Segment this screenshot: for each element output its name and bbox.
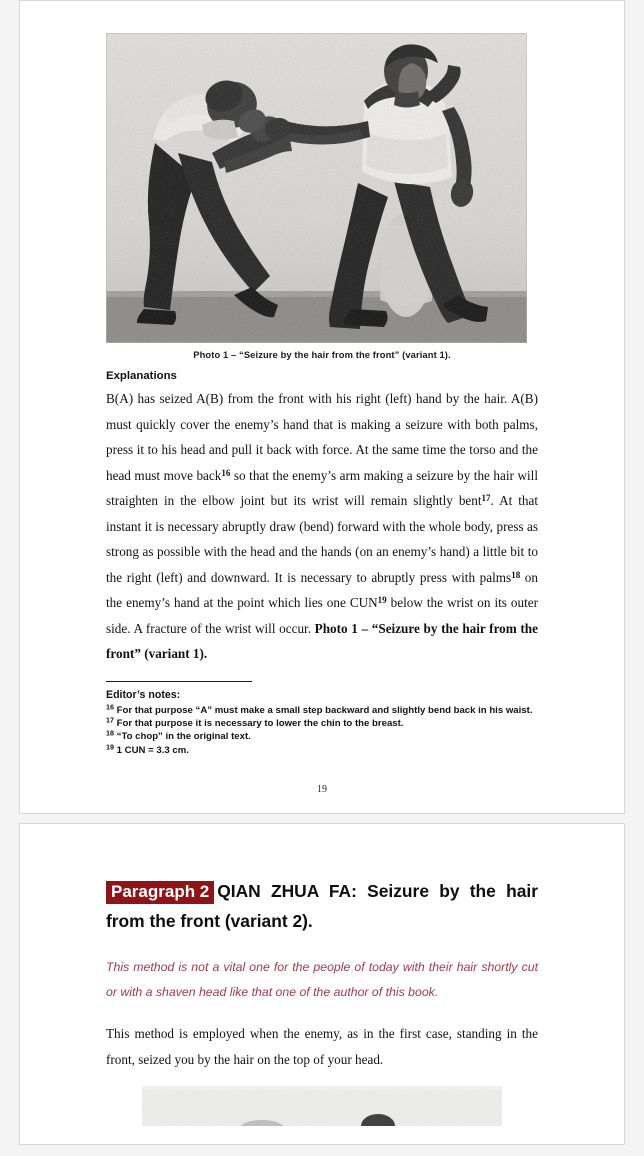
footnote-item [106,744,538,757]
footnote-text: 1 CUN = 3.3 cm. [116,744,189,756]
footnote-marker-19[interactable]: 19 [377,594,387,605]
footnote-marker-16[interactable]: 16 [221,467,231,478]
explanations-heading: Explanations [106,370,177,382]
editor-notes-heading: Editor’s notes: [106,688,181,701]
section-heading-text: QIAN ZHUA FA: Seizure by the hair from the front (variant 2). [106,881,538,931]
footnote-item [106,730,538,743]
body-photo-reference: Photo 1 – “Seizure by the hair from the front” (variant 1). [106,620,538,661]
paragraph-badge: Paragraph 2 [106,881,214,904]
footnote-marker-18[interactable]: 18 [511,569,521,580]
body-segment-2: so that the enemy’s arm making a seizure by the hair will straighten in the elbow joint but its wrist will remain slightly bent [106,467,538,508]
footnote-number: 19 [106,742,114,752]
body-segment-4: on the enemy’s hand at the point which lies one CUN [106,569,538,610]
body-segment-3: . At that instant it is necessary abruptly draw (bend) forward with the whole body, press as strong as possible with the head and the hands (on an enemy’s hand) a little bit to the right (left) and downward. It is necessary to abruptly press with palms [106,493,538,585]
body-segment-5: below the wrist on its outer side. A fracture of the wrist will occur. [106,595,538,636]
footnote-marker-17[interactable]: 17 [481,492,491,503]
footnote-number: 17 [106,715,114,725]
footnote-text: “To chop” in the original text. [116,731,251,743]
footnote-separator-rule [106,681,252,682]
photo-1-container [106,1,538,343]
body-paragraph [106,386,538,667]
footnote-number: 16 [106,701,114,711]
photo-1-caption: Photo 1 – “Seizure by the hair from the front” (variant 1). [193,349,451,360]
page-number: 19 [317,784,327,795]
section-heading [106,876,538,936]
photo-2 [142,1086,502,1126]
editor-italic-note: This method is not a vital one for the people of today with their hair shortly cut or with a shaven head like that one of the author of this book. [106,960,538,999]
page2-body-paragraph: This method is employed when the enemy, as in the first case, standing in the front, seized you by the hair on the top of your head. [106,1026,538,1067]
footnote-text: For that purpose “A” must make a small step backward and slightly bend back in his waist. [116,704,533,716]
photo-1 [106,33,527,343]
document-page-1 [19,0,625,814]
footnote-text: For that purpose it is necessary to lower the chin to the breast. [116,717,404,729]
footnote-item [106,701,538,717]
document-page-2 [19,823,625,1145]
footnote-item [106,717,538,730]
footnote-number: 18 [106,728,114,738]
photo-2-container [106,1086,538,1126]
body-segment-1: B(A) has seized A(B) from the front with his right (left) hand by the hair. A(B) must quickly cover the enemy’s hand that is making a seizure with both palms, press it to his head and pull it back with force. At the same time the torso and the head must move back [106,391,538,483]
